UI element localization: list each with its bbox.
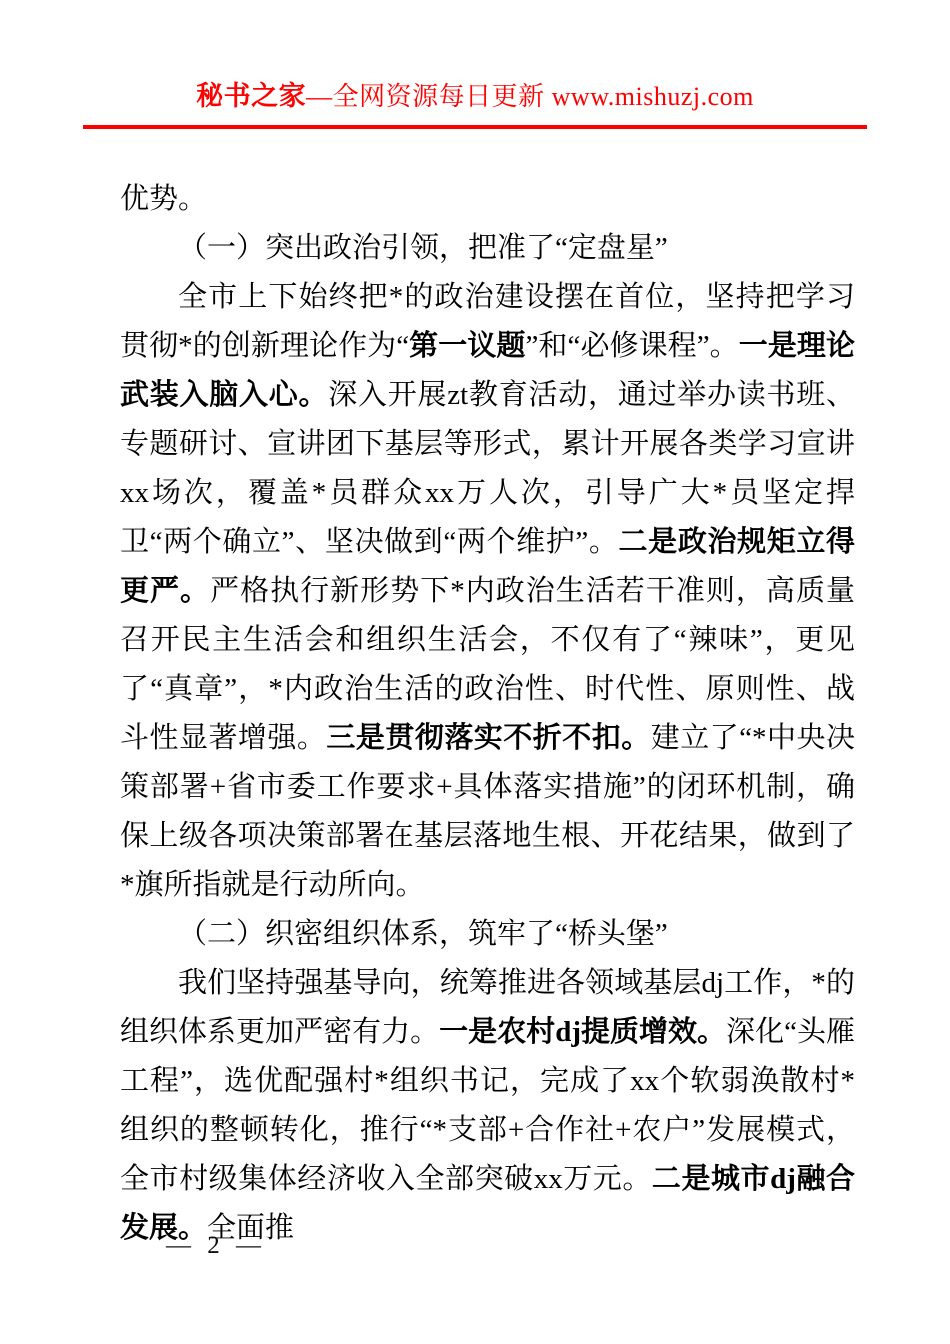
bold-text-run: 一是理论武装入脑入心。	[120, 330, 855, 411]
bold-text-run: 第一议题	[409, 330, 526, 362]
bold-text-run: 一是农村dj提质增效。	[439, 1016, 727, 1048]
site-url: www.mishuzj.com	[551, 82, 754, 111]
paragraph	[120, 175, 855, 224]
bold-text-run: 三是贯彻落实不折不扣。	[326, 722, 651, 754]
page-number: — 2 —	[166, 1232, 266, 1259]
text-run: 深化“头雁工程”，选优配强村*组织书记，完成了xx个软弱涣散村*组织的整顿转化，推行“*支部+合作社+农户”发展模式，全市村级集体经济收入全部突破xx万元。	[120, 1016, 855, 1195]
site-tagline: —全网资源每日更新	[306, 82, 552, 111]
document-body	[120, 175, 855, 1253]
site-header	[0, 0, 950, 129]
header-rule	[83, 125, 867, 129]
bold-text-run: 二是城市dj融合发展。	[120, 1163, 855, 1244]
paragraph	[120, 910, 855, 959]
paragraph	[120, 273, 855, 910]
text-run: 严格执行新形势下*内政治生活若干准则，高质量召开民主生活会和组织生活会，不仅有了“辣味”，更见了“真章”，*内政治生活的政治性、时代性、原则性、战斗性显著增强。	[120, 575, 855, 754]
text-run: 全面推	[207, 1212, 295, 1244]
site-header-text	[0, 74, 950, 113]
text-run: ”和“必修课程”。	[525, 330, 739, 362]
bold-text-run: 二是政治规矩立得更严。	[120, 526, 855, 607]
text-run: 我们坚持强基导向，统筹推进各领域基层dj工作，*的组织体系更加严密有力。	[120, 967, 855, 1048]
site-name: 秘书之家	[196, 81, 307, 111]
text-run: （一）突出政治引领，把准了“定盘星”	[178, 232, 668, 264]
paragraph	[120, 959, 855, 1253]
paragraph	[120, 224, 855, 273]
text-run: 建立了“*中央决策部署+省市委工作要求+具体落实措施”的闭环机制，确保上级各项决策部署在基层落地生根、开花结果，做到了*旗所指就是行动所向。	[120, 722, 855, 901]
text-run: 深入开展zt教育活动，通过举办读书班、专题研讨、宣讲团下基层等形式，累计开展各类学习宣讲xx场次，覆盖*员群众xx万人次，引导广大*员坚定捍卫“两个确立”、坚决做到“两个维护”。	[120, 379, 855, 558]
text-run: 优势。	[120, 183, 208, 215]
text-run: 全市上下始终把*的政治建设摆在首位，坚持把学习贯彻*的创新理论作为“	[120, 281, 855, 362]
text-run: （二）织密组织体系，筑牢了“桥头堡”	[178, 918, 668, 950]
